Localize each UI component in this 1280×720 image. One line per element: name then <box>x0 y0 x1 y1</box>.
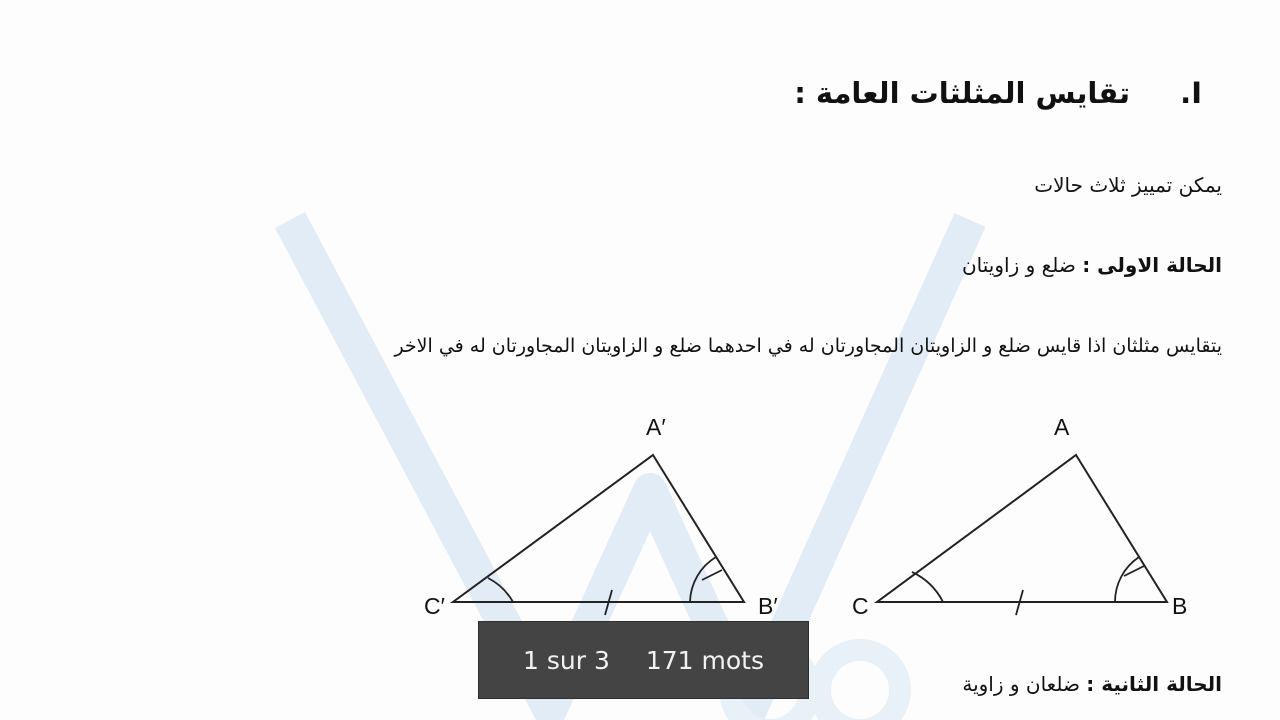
heading-number: I. <box>1180 76 1202 110</box>
label-b-prime: B′ <box>758 593 778 619</box>
section-heading <box>794 76 1202 110</box>
label-a: A <box>1054 414 1070 440</box>
angle-tick-b-prime <box>702 570 722 580</box>
label-a-prime: A′ <box>646 414 666 440</box>
triangle-original-shape <box>877 455 1167 602</box>
case-1-text: ضلع و زاويتان <box>961 253 1076 277</box>
angle-arc-c-prime <box>488 578 513 602</box>
label-c-prime: C′ <box>424 593 445 619</box>
intro-text: يمكن تمييز ثلاث حالات <box>1034 173 1222 197</box>
triangles-figure <box>0 400 1280 640</box>
angle-arc-c <box>912 572 943 602</box>
case-1-line <box>962 253 1222 277</box>
case-1-label: الحالة الاولى : <box>1082 253 1222 277</box>
label-b: B <box>1172 593 1188 619</box>
case-2-text: ضلعان و زاوية <box>962 672 1080 696</box>
case-2-line <box>962 672 1222 696</box>
triangle-original <box>852 414 1187 619</box>
heading-title: تقايس المثلثات العامة : <box>794 76 1131 110</box>
label-c: C <box>852 593 869 619</box>
rule-text: يتقايس مثلثان اذا قايس ضلع و الزاويتان المجاورتان له في احدهما ضلع و الزاويتان المجاورتان له في الاخر <box>394 335 1222 357</box>
page-count: 1 sur 3 <box>523 645 610 675</box>
angle-arc-b <box>1115 557 1139 602</box>
triangle-prime <box>424 414 778 619</box>
word-count-status[interactable] <box>478 621 809 699</box>
word-count: 171 mots <box>645 645 764 675</box>
case-2-label: الحالة الثانية : <box>1086 672 1222 696</box>
triangle-prime-shape <box>453 455 744 602</box>
